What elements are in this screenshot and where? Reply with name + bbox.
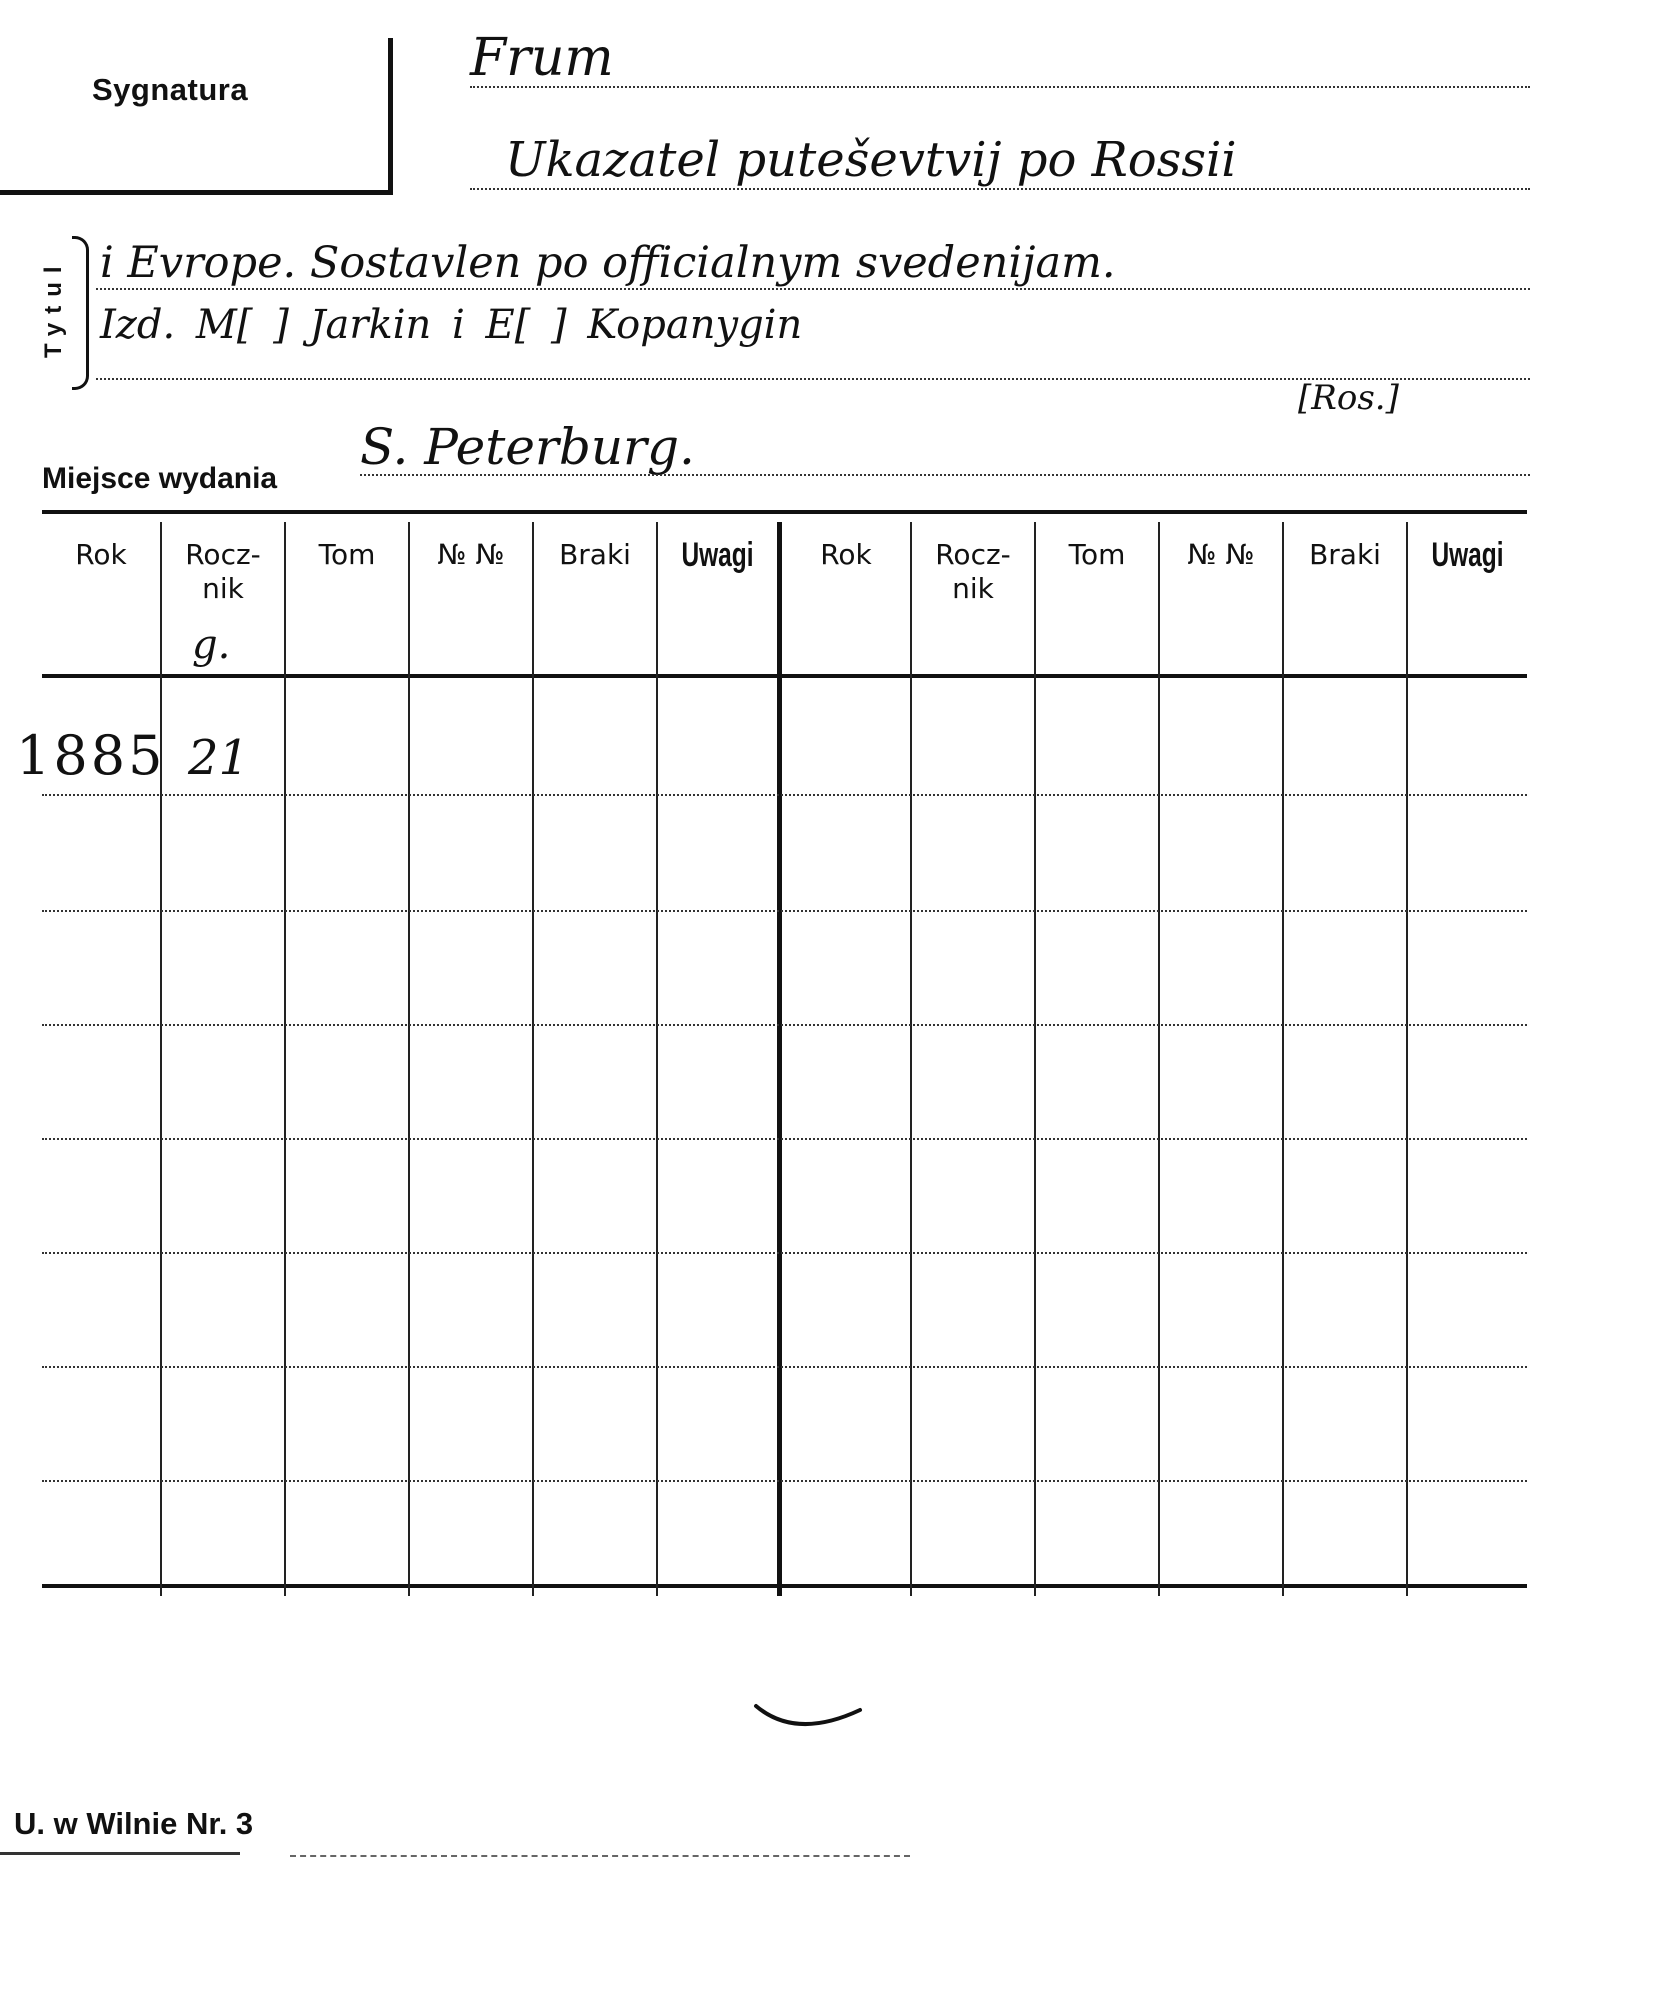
column-divider-center [777,522,782,1596]
signature-dotline [470,86,1530,88]
column-divider [160,522,162,1596]
column-divider [284,522,286,1596]
row-separator [42,1024,1527,1026]
title-dotline-2 [96,288,1530,290]
signature-box [0,38,393,195]
footer-text: U. w Wilnie Nr. 3 [14,1806,254,1841]
header-numbers: № № [1187,538,1255,571]
header-tom: Tom [1068,538,1126,571]
header-uwagi: Uwagi [681,536,754,574]
header-rocznik: Rocz- nik [185,538,261,605]
footer-rule [0,1852,240,1855]
table-top-rule [42,510,1527,514]
title-line-2: i Evrope. Sostavlen po officialnym svedenijam. [100,238,1116,288]
column-divider [1158,522,1160,1596]
curved-mark [752,1700,864,1740]
holdings-table [16,510,1527,1595]
title-dotline-1 [470,188,1530,190]
place-value: S. Peterburg. [360,418,695,476]
header-braki: Braki [1309,538,1381,571]
cell-rok: 1885 [16,724,166,787]
header-braki: Braki [559,538,631,571]
header-numbers: № № [437,538,505,571]
column-divider [1406,522,1408,1596]
column-divider [532,522,534,1596]
header-rok: Rok [820,538,872,571]
title-label: Tytul [40,257,67,359]
signature-label: Sygnatura [92,72,249,107]
column-divider [408,522,410,1596]
title-line-1: Ukazatel puteševtvij po Rossii [505,132,1237,188]
header-note: g. [192,622,231,668]
footer-dashes [290,1855,910,1857]
column-divider [1282,522,1284,1596]
header-tom: Tom [318,538,376,571]
header-rok: Rok [75,538,127,571]
row-separator [42,1138,1527,1140]
column-divider [1034,522,1036,1596]
column-divider [910,522,912,1596]
table-header-rule [42,674,1527,678]
place-label: Miejsce wydania [42,462,278,495]
place-dotline [360,474,1530,476]
header-uwagi: Uwagi [1431,536,1504,574]
header-rocznik: Rocz- nik [935,538,1011,605]
row-separator [42,1252,1527,1254]
row-separator [42,1480,1527,1482]
title-brace [72,236,89,390]
column-divider [656,522,658,1596]
table-bottom-rule [42,1584,1527,1588]
title-line-3: Izd. M[ ] Jarkin i E[ ] Kopanygin [100,302,803,348]
cell-rocznik: 21 [188,730,250,786]
row-separator [42,910,1527,912]
row-separator [42,794,1527,796]
row-separator [42,1366,1527,1368]
title-note: [Ros.] [1298,378,1399,418]
signature-value: Frum [470,28,614,88]
